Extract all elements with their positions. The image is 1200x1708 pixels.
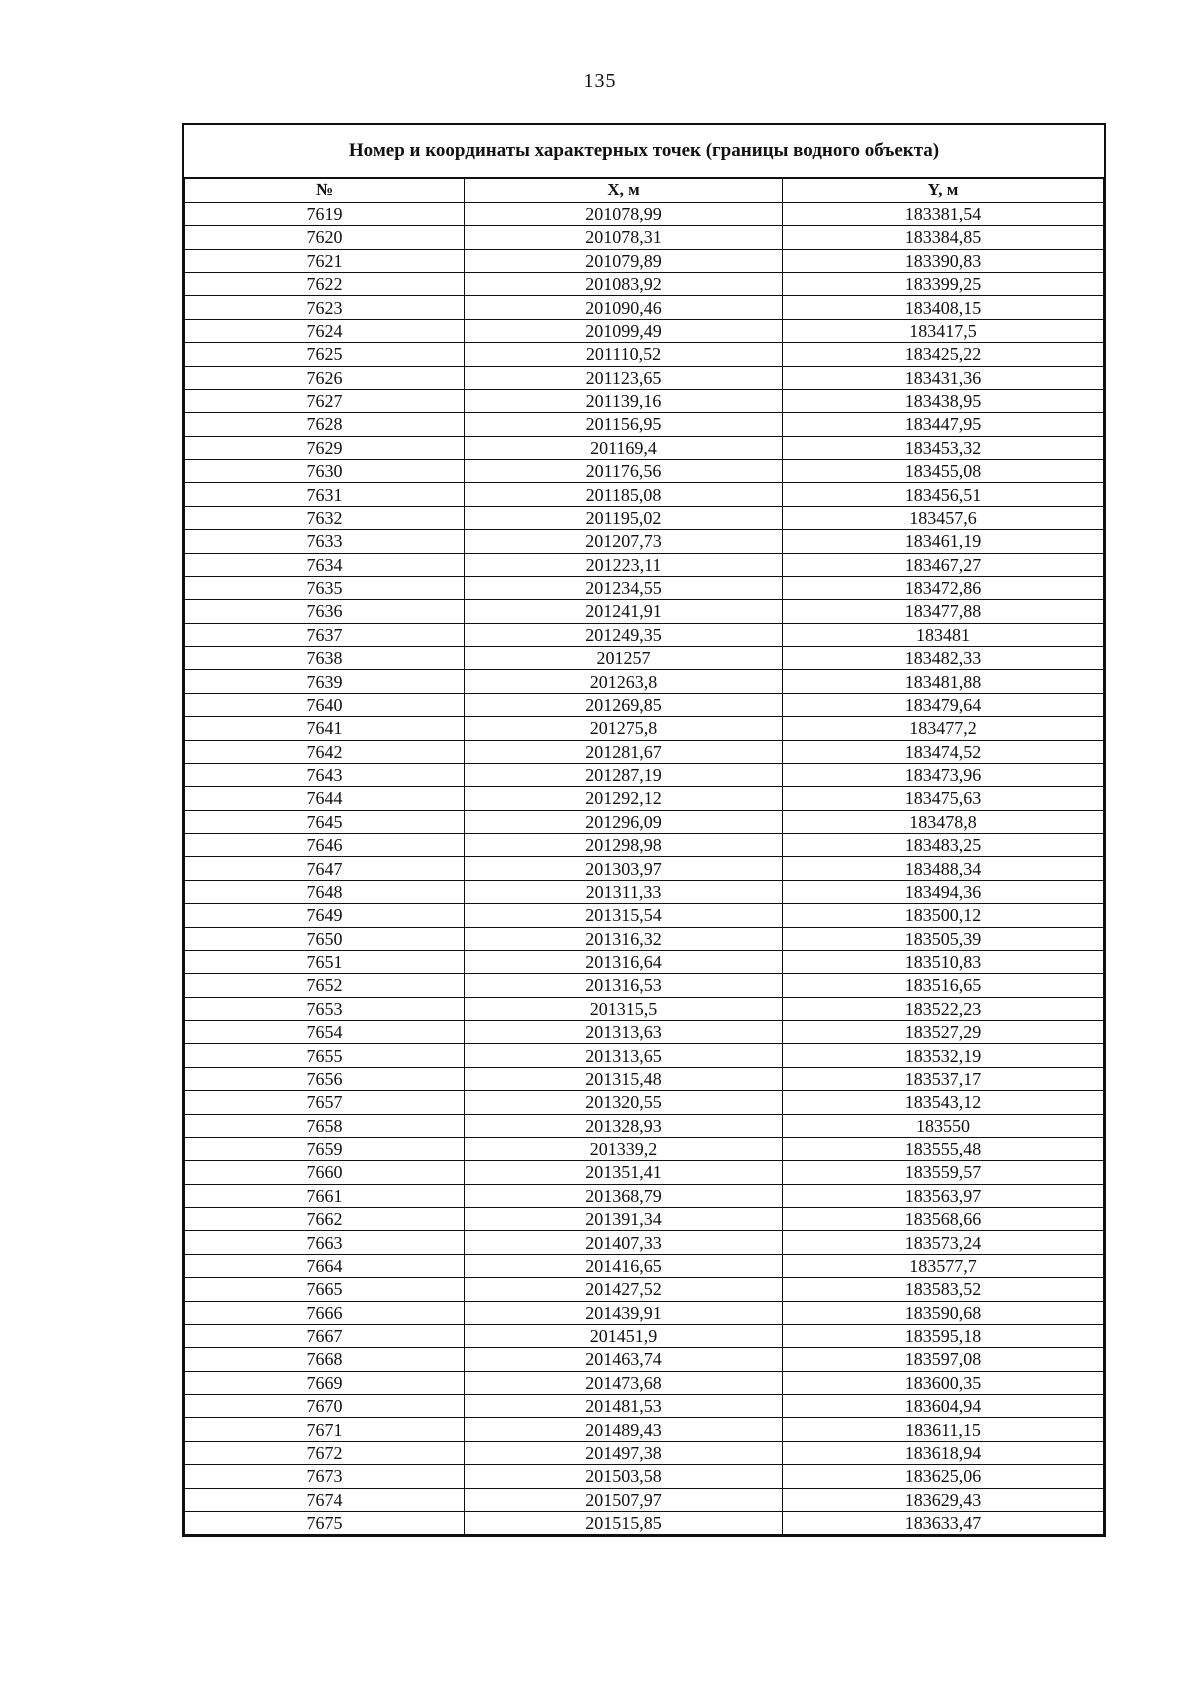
y-coordinate-cell: 183625,06 xyxy=(783,1465,1104,1488)
y-coordinate-cell: 183399,25 xyxy=(783,273,1104,296)
y-coordinate-cell: 183500,12 xyxy=(783,904,1104,927)
table-row xyxy=(185,950,1104,973)
point-number-cell: 7674 xyxy=(185,1488,465,1511)
table-row xyxy=(185,600,1104,623)
y-coordinate-cell: 183563,97 xyxy=(783,1184,1104,1207)
x-coordinate-cell: 201078,99 xyxy=(465,202,783,225)
x-coordinate-cell: 201313,65 xyxy=(465,1044,783,1067)
table-row xyxy=(185,273,1104,296)
point-number-cell: 7667 xyxy=(185,1324,465,1347)
y-coordinate-cell: 183438,95 xyxy=(783,389,1104,412)
y-coordinate-cell: 183527,29 xyxy=(783,1021,1104,1044)
x-coordinate-cell: 201269,85 xyxy=(465,693,783,716)
table-row xyxy=(185,1021,1104,1044)
x-coordinate-cell: 201503,58 xyxy=(465,1465,783,1488)
y-coordinate-cell: 183474,52 xyxy=(783,740,1104,763)
y-coordinate-cell: 183597,08 xyxy=(783,1348,1104,1371)
table-row xyxy=(185,927,1104,950)
table-row xyxy=(185,1044,1104,1067)
table-row xyxy=(185,1511,1104,1534)
table-row xyxy=(185,1488,1104,1511)
y-coordinate-cell: 183618,94 xyxy=(783,1441,1104,1464)
y-coordinate-cell: 183629,43 xyxy=(783,1488,1104,1511)
point-number-cell: 7668 xyxy=(185,1348,465,1371)
table-row xyxy=(185,1418,1104,1441)
point-number-cell: 7652 xyxy=(185,974,465,997)
point-number-cell: 7628 xyxy=(185,413,465,436)
y-coordinate-cell: 183537,17 xyxy=(783,1067,1104,1090)
y-coordinate-cell: 183447,95 xyxy=(783,413,1104,436)
y-coordinate-cell: 183604,94 xyxy=(783,1395,1104,1418)
table-row xyxy=(185,1208,1104,1231)
x-coordinate-cell: 201463,74 xyxy=(465,1348,783,1371)
table-row xyxy=(185,553,1104,576)
table-body xyxy=(185,202,1104,1534)
x-coordinate-cell: 201303,97 xyxy=(465,857,783,880)
y-coordinate-cell: 183505,39 xyxy=(783,927,1104,950)
x-coordinate-cell: 201515,85 xyxy=(465,1511,783,1534)
table-row xyxy=(185,1184,1104,1207)
x-coordinate-cell: 201311,33 xyxy=(465,880,783,903)
point-number-cell: 7630 xyxy=(185,460,465,483)
x-coordinate-cell: 201207,73 xyxy=(465,530,783,553)
x-coordinate-cell: 201281,67 xyxy=(465,740,783,763)
point-number-cell: 7654 xyxy=(185,1021,465,1044)
x-coordinate-cell: 201078,31 xyxy=(465,226,783,249)
table-row xyxy=(185,880,1104,903)
table-row xyxy=(185,1301,1104,1324)
point-number-cell: 7624 xyxy=(185,319,465,342)
table-row xyxy=(185,483,1104,506)
point-number-cell: 7634 xyxy=(185,553,465,576)
x-coordinate-cell: 201275,8 xyxy=(465,717,783,740)
point-number-cell: 7662 xyxy=(185,1208,465,1231)
point-number-cell: 7675 xyxy=(185,1511,465,1534)
y-coordinate-cell: 183583,52 xyxy=(783,1278,1104,1301)
point-number-cell: 7636 xyxy=(185,600,465,623)
x-coordinate-cell: 201249,35 xyxy=(465,623,783,646)
x-coordinate-cell: 201316,32 xyxy=(465,927,783,950)
point-number-cell: 7621 xyxy=(185,249,465,272)
x-coordinate-cell: 201139,16 xyxy=(465,389,783,412)
header-number: № xyxy=(185,179,465,202)
point-number-cell: 7643 xyxy=(185,763,465,786)
x-coordinate-cell: 201320,55 xyxy=(465,1091,783,1114)
x-coordinate-cell: 201176,56 xyxy=(465,460,783,483)
table-row xyxy=(185,857,1104,880)
x-coordinate-cell: 201241,91 xyxy=(465,600,783,623)
y-coordinate-cell: 183456,51 xyxy=(783,483,1104,506)
point-number-cell: 7669 xyxy=(185,1371,465,1394)
header-y: Y, м xyxy=(783,179,1104,202)
table-row xyxy=(185,693,1104,716)
x-coordinate-cell: 201156,95 xyxy=(465,413,783,436)
x-coordinate-cell: 201263,8 xyxy=(465,670,783,693)
point-number-cell: 7625 xyxy=(185,343,465,366)
x-coordinate-cell: 201316,53 xyxy=(465,974,783,997)
table-header-row xyxy=(185,179,1104,202)
table-row xyxy=(185,1348,1104,1371)
table-row xyxy=(185,717,1104,740)
table-row xyxy=(185,1091,1104,1114)
y-coordinate-cell: 183479,64 xyxy=(783,693,1104,716)
y-coordinate-cell: 183633,47 xyxy=(783,1511,1104,1534)
table-row xyxy=(185,226,1104,249)
y-coordinate-cell: 183595,18 xyxy=(783,1324,1104,1347)
table-row xyxy=(185,1161,1104,1184)
table-row xyxy=(185,904,1104,927)
point-number-cell: 7626 xyxy=(185,366,465,389)
x-coordinate-cell: 201234,55 xyxy=(465,576,783,599)
x-coordinate-cell: 201287,19 xyxy=(465,763,783,786)
x-coordinate-cell: 201313,63 xyxy=(465,1021,783,1044)
table-row xyxy=(185,1441,1104,1464)
table-row xyxy=(185,436,1104,459)
y-coordinate-cell: 183543,12 xyxy=(783,1091,1104,1114)
point-number-cell: 7649 xyxy=(185,904,465,927)
y-coordinate-cell: 183555,48 xyxy=(783,1137,1104,1160)
header-x: X, м xyxy=(465,179,783,202)
point-number-cell: 7619 xyxy=(185,202,465,225)
table-row xyxy=(185,249,1104,272)
y-coordinate-cell: 183481,88 xyxy=(783,670,1104,693)
point-number-cell: 7622 xyxy=(185,273,465,296)
table-title: Номер и координаты характерных точек (границы водного объекта) xyxy=(184,125,1104,179)
y-coordinate-cell: 183573,24 xyxy=(783,1231,1104,1254)
y-coordinate-cell: 183473,96 xyxy=(783,763,1104,786)
y-coordinate-cell: 183532,19 xyxy=(783,1044,1104,1067)
table-row xyxy=(185,740,1104,763)
y-coordinate-cell: 183408,15 xyxy=(783,296,1104,319)
x-coordinate-cell: 201328,93 xyxy=(465,1114,783,1137)
y-coordinate-cell: 183481 xyxy=(783,623,1104,646)
x-coordinate-cell: 201407,33 xyxy=(465,1231,783,1254)
point-number-cell: 7640 xyxy=(185,693,465,716)
x-coordinate-cell: 201090,46 xyxy=(465,296,783,319)
table-row xyxy=(185,296,1104,319)
y-coordinate-cell: 183600,35 xyxy=(783,1371,1104,1394)
x-coordinate-cell: 201339,2 xyxy=(465,1137,783,1160)
y-coordinate-cell: 183472,86 xyxy=(783,576,1104,599)
y-coordinate-cell: 183381,54 xyxy=(783,202,1104,225)
point-number-cell: 7623 xyxy=(185,296,465,319)
table-row xyxy=(185,997,1104,1020)
point-number-cell: 7637 xyxy=(185,623,465,646)
x-coordinate-cell: 201489,43 xyxy=(465,1418,783,1441)
y-coordinate-cell: 183453,32 xyxy=(783,436,1104,459)
table-row xyxy=(185,1231,1104,1254)
x-coordinate-cell: 201315,54 xyxy=(465,904,783,927)
y-coordinate-cell: 183590,68 xyxy=(783,1301,1104,1324)
y-coordinate-cell: 183455,08 xyxy=(783,460,1104,483)
x-coordinate-cell: 201315,5 xyxy=(465,997,783,1020)
y-coordinate-cell: 183488,34 xyxy=(783,857,1104,880)
point-number-cell: 7657 xyxy=(185,1091,465,1114)
x-coordinate-cell: 201368,79 xyxy=(465,1184,783,1207)
point-number-cell: 7638 xyxy=(185,647,465,670)
point-number-cell: 7653 xyxy=(185,997,465,1020)
x-coordinate-cell: 201195,02 xyxy=(465,506,783,529)
table-row xyxy=(185,1254,1104,1277)
point-number-cell: 7633 xyxy=(185,530,465,553)
table-row xyxy=(185,1324,1104,1347)
table-row xyxy=(185,1114,1104,1137)
point-number-cell: 7659 xyxy=(185,1137,465,1160)
table-row xyxy=(185,670,1104,693)
table-row xyxy=(185,1465,1104,1488)
y-coordinate-cell: 183510,83 xyxy=(783,950,1104,973)
x-coordinate-cell: 201481,53 xyxy=(465,1395,783,1418)
x-coordinate-cell: 201316,64 xyxy=(465,950,783,973)
table-row xyxy=(185,647,1104,670)
point-number-cell: 7651 xyxy=(185,950,465,973)
table-row xyxy=(185,319,1104,342)
table-row xyxy=(185,763,1104,786)
point-number-cell: 7647 xyxy=(185,857,465,880)
y-coordinate-cell: 183431,36 xyxy=(783,366,1104,389)
y-coordinate-cell: 183568,66 xyxy=(783,1208,1104,1231)
y-coordinate-cell: 183384,85 xyxy=(783,226,1104,249)
table-row xyxy=(185,506,1104,529)
point-number-cell: 7670 xyxy=(185,1395,465,1418)
y-coordinate-cell: 183467,27 xyxy=(783,553,1104,576)
point-number-cell: 7641 xyxy=(185,717,465,740)
table-row xyxy=(185,389,1104,412)
table-row xyxy=(185,623,1104,646)
y-coordinate-cell: 183559,57 xyxy=(783,1161,1104,1184)
point-number-cell: 7658 xyxy=(185,1114,465,1137)
table-row xyxy=(185,460,1104,483)
table-row xyxy=(185,202,1104,225)
table-row xyxy=(185,413,1104,436)
point-number-cell: 7655 xyxy=(185,1044,465,1067)
point-number-cell: 7672 xyxy=(185,1441,465,1464)
y-coordinate-cell: 183425,22 xyxy=(783,343,1104,366)
y-coordinate-cell: 183482,33 xyxy=(783,647,1104,670)
table-row xyxy=(185,1371,1104,1394)
table-row xyxy=(185,1137,1104,1160)
table-row xyxy=(185,974,1104,997)
x-coordinate-cell: 201391,34 xyxy=(465,1208,783,1231)
y-coordinate-cell: 183550 xyxy=(783,1114,1104,1137)
x-coordinate-cell: 201223,11 xyxy=(465,553,783,576)
point-number-cell: 7648 xyxy=(185,880,465,903)
y-coordinate-cell: 183417,5 xyxy=(783,319,1104,342)
point-number-cell: 7650 xyxy=(185,927,465,950)
x-coordinate-cell: 201473,68 xyxy=(465,1371,783,1394)
point-number-cell: 7629 xyxy=(185,436,465,459)
x-coordinate-cell: 201169,4 xyxy=(465,436,783,459)
x-coordinate-cell: 201497,38 xyxy=(465,1441,783,1464)
y-coordinate-cell: 183461,19 xyxy=(783,530,1104,553)
x-coordinate-cell: 201099,49 xyxy=(465,319,783,342)
x-coordinate-cell: 201315,48 xyxy=(465,1067,783,1090)
y-coordinate-cell: 183390,83 xyxy=(783,249,1104,272)
page-number: 135 xyxy=(583,70,617,92)
point-number-cell: 7663 xyxy=(185,1231,465,1254)
x-coordinate-cell: 201292,12 xyxy=(465,787,783,810)
point-number-cell: 7631 xyxy=(185,483,465,506)
point-number-cell: 7644 xyxy=(185,787,465,810)
y-coordinate-cell: 183478,8 xyxy=(783,810,1104,833)
y-coordinate-cell: 183477,88 xyxy=(783,600,1104,623)
point-number-cell: 7664 xyxy=(185,1254,465,1277)
x-coordinate-cell: 201416,65 xyxy=(465,1254,783,1277)
table-row xyxy=(185,1067,1104,1090)
table-row xyxy=(185,576,1104,599)
point-number-cell: 7646 xyxy=(185,834,465,857)
y-coordinate-cell: 183577,7 xyxy=(783,1254,1104,1277)
point-number-cell: 7632 xyxy=(185,506,465,529)
y-coordinate-cell: 183611,15 xyxy=(783,1418,1104,1441)
point-number-cell: 7635 xyxy=(185,576,465,599)
table-row xyxy=(185,787,1104,810)
point-number-cell: 7627 xyxy=(185,389,465,412)
table-row xyxy=(185,1395,1104,1418)
coordinates-table xyxy=(184,179,1104,1535)
x-coordinate-cell: 201439,91 xyxy=(465,1301,783,1324)
point-number-cell: 7671 xyxy=(185,1418,465,1441)
table-row xyxy=(185,366,1104,389)
point-number-cell: 7660 xyxy=(185,1161,465,1184)
table-row xyxy=(185,343,1104,366)
coordinates-table-frame xyxy=(182,123,1106,1537)
point-number-cell: 7639 xyxy=(185,670,465,693)
y-coordinate-cell: 183457,6 xyxy=(783,506,1104,529)
point-number-cell: 7673 xyxy=(185,1465,465,1488)
x-coordinate-cell: 201298,98 xyxy=(465,834,783,857)
point-number-cell: 7642 xyxy=(185,740,465,763)
table-row xyxy=(185,810,1104,833)
x-coordinate-cell: 201507,97 xyxy=(465,1488,783,1511)
x-coordinate-cell: 201296,09 xyxy=(465,810,783,833)
y-coordinate-cell: 183477,2 xyxy=(783,717,1104,740)
table-row xyxy=(185,1278,1104,1301)
y-coordinate-cell: 183494,36 xyxy=(783,880,1104,903)
y-coordinate-cell: 183475,63 xyxy=(783,787,1104,810)
table-row xyxy=(185,834,1104,857)
point-number-cell: 7620 xyxy=(185,226,465,249)
table-row xyxy=(185,530,1104,553)
x-coordinate-cell: 201185,08 xyxy=(465,483,783,506)
point-number-cell: 7666 xyxy=(185,1301,465,1324)
x-coordinate-cell: 201427,52 xyxy=(465,1278,783,1301)
point-number-cell: 7665 xyxy=(185,1278,465,1301)
point-number-cell: 7656 xyxy=(185,1067,465,1090)
x-coordinate-cell: 201110,52 xyxy=(465,343,783,366)
y-coordinate-cell: 183522,23 xyxy=(783,997,1104,1020)
y-coordinate-cell: 183516,65 xyxy=(783,974,1104,997)
y-coordinate-cell: 183483,25 xyxy=(783,834,1104,857)
x-coordinate-cell: 201079,89 xyxy=(465,249,783,272)
point-number-cell: 7661 xyxy=(185,1184,465,1207)
x-coordinate-cell: 201083,92 xyxy=(465,273,783,296)
x-coordinate-cell: 201451,9 xyxy=(465,1324,783,1347)
x-coordinate-cell: 201123,65 xyxy=(465,366,783,389)
x-coordinate-cell: 201257 xyxy=(465,647,783,670)
point-number-cell: 7645 xyxy=(185,810,465,833)
x-coordinate-cell: 201351,41 xyxy=(465,1161,783,1184)
